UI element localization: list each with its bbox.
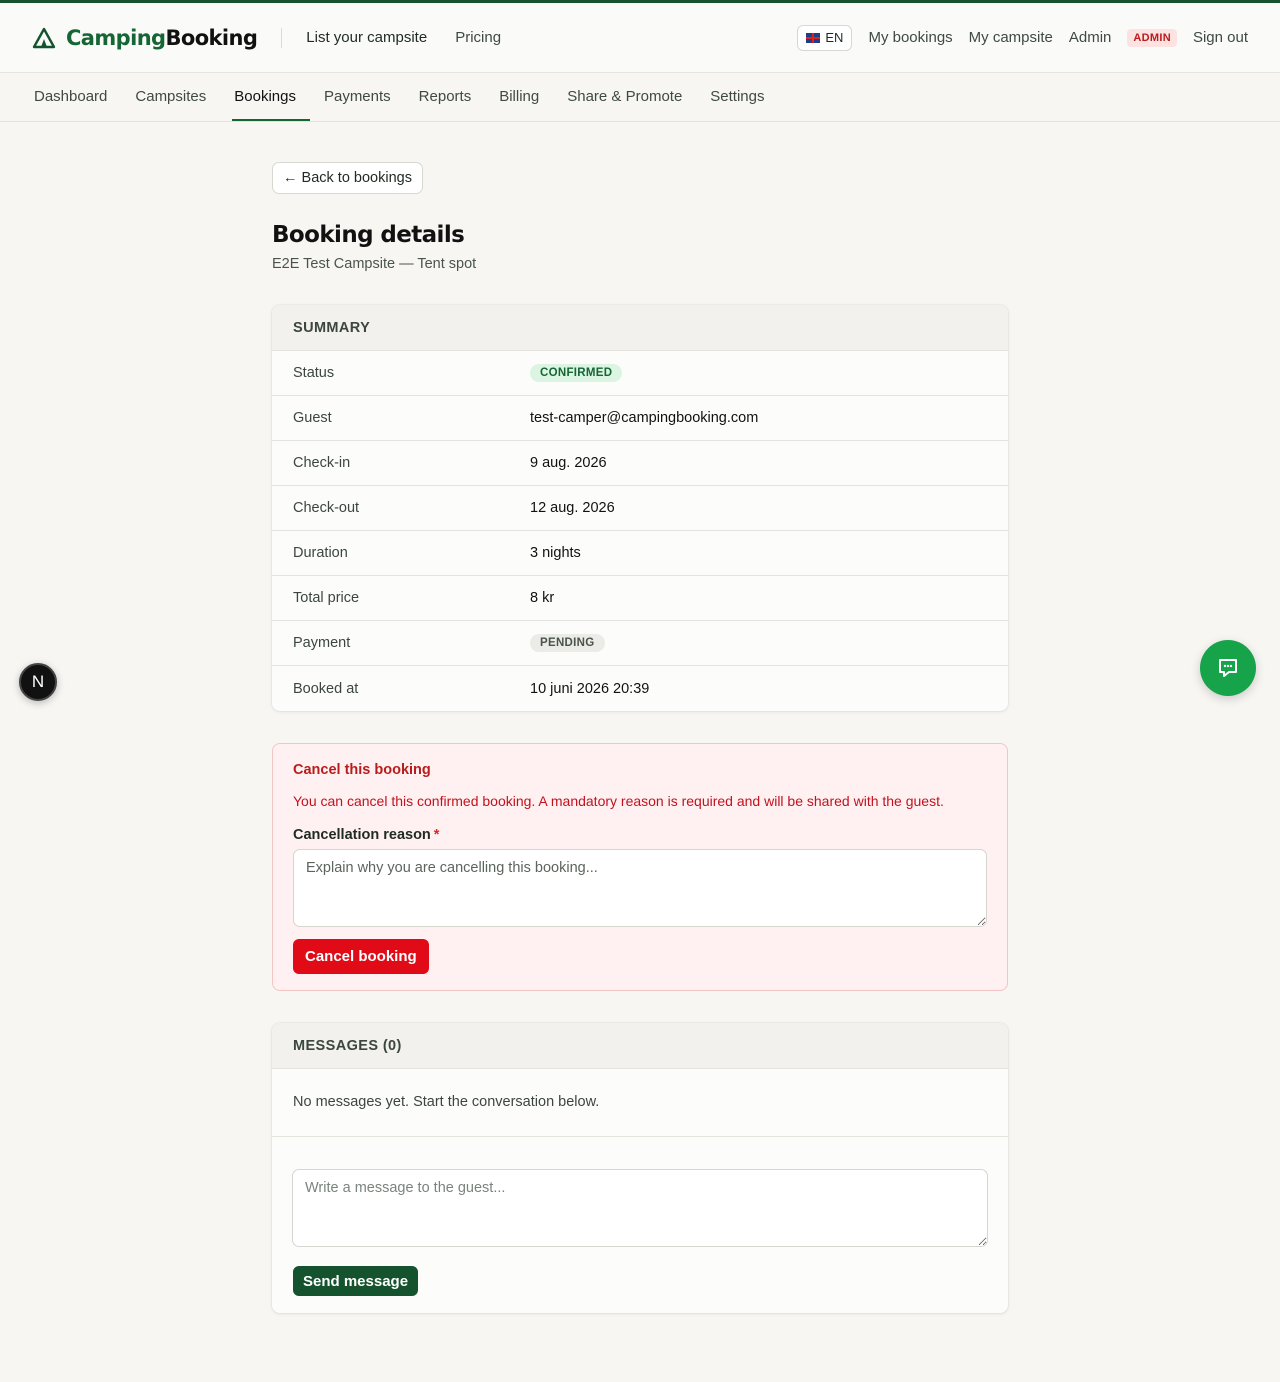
cancellation-reason-label: Cancellation reason * <box>293 827 440 843</box>
tab-bookings[interactable]: Bookings <box>232 73 310 121</box>
summary-row-checkin <box>272 441 1008 486</box>
main-content <box>272 162 1008 1313</box>
summary-row-guest <box>272 396 1008 441</box>
price-value: 8 kr <box>530 590 555 606</box>
summary-row-status <box>272 351 1008 396</box>
tab-payments[interactable]: Payments <box>323 87 391 105</box>
tab-dashboard[interactable]: Dashboard <box>34 87 108 105</box>
messages-empty-state: No messages yet. Start the conversation below. <box>272 1069 1008 1137</box>
logo-text: CampingBooking <box>66 25 258 50</box>
tab-settings[interactable]: Settings <box>710 87 765 105</box>
message-input[interactable] <box>292 1169 988 1247</box>
payment-label: Payment <box>293 635 351 651</box>
checkout-value: 12 aug. 2026 <box>530 500 615 516</box>
message-composer <box>272 1137 1008 1313</box>
admin-badge: ADMIN <box>1127 29 1177 47</box>
guest-value: test-camper@campingbooking.com <box>530 410 759 426</box>
language-label: EN <box>825 30 844 45</box>
tab-share-promote[interactable]: Share & Promote <box>567 87 683 105</box>
status-label: Status <box>293 365 335 381</box>
dev-tools-badge[interactable]: N <box>19 663 57 701</box>
payment-status-badge: PENDING <box>530 634 605 652</box>
summary-row-payment <box>272 621 1008 666</box>
status-badge: CONFIRMED <box>530 364 622 382</box>
cancellation-reason-input[interactable] <box>293 849 987 927</box>
checkin-value: 9 aug. 2026 <box>530 455 607 471</box>
cancel-booking-button[interactable]: Cancel booking <box>293 939 429 974</box>
tent-logo-icon <box>32 27 56 49</box>
summary-row-checkout <box>272 486 1008 531</box>
duration-value: 3 nights <box>530 545 581 561</box>
list-campsite-link[interactable]: List your campsite <box>306 29 428 46</box>
sub-navigation <box>0 73 1280 122</box>
uk-flag-icon <box>806 33 820 43</box>
summary-heading: SUMMARY <box>272 305 1008 351</box>
page-subtitle: E2E Test Campsite — Tent spot <box>272 256 477 272</box>
chat-button[interactable] <box>1200 640 1256 696</box>
send-message-button[interactable]: Send message <box>293 1266 418 1296</box>
cancel-description: You can cancel this confirmed booking. A mandatory reason is required and will be shared with the guest. <box>293 793 944 809</box>
booked-at-value: 10 juni 2026 20:39 <box>530 680 650 697</box>
price-label: Total price <box>293 590 360 606</box>
page-title: Booking details <box>272 222 465 248</box>
summary-card <box>272 305 1008 711</box>
messages-heading: MESSAGES (0) <box>272 1023 1008 1069</box>
cancel-booking-panel <box>272 743 1008 991</box>
checkin-label: Check-in <box>293 455 351 471</box>
tab-billing[interactable]: Billing <box>499 87 540 105</box>
summary-row-booked-at <box>272 666 1008 711</box>
logo[interactable] <box>32 26 257 50</box>
guest-label: Guest <box>293 410 332 426</box>
duration-label: Duration <box>293 545 348 561</box>
tab-campsites[interactable]: Campsites <box>135 87 207 105</box>
sign-out-link[interactable]: Sign out <box>1192 29 1248 46</box>
my-campsite-link[interactable]: My campsite <box>968 29 1053 46</box>
summary-row-duration <box>272 531 1008 576</box>
top-header <box>0 0 1280 73</box>
messages-card <box>272 1023 1008 1313</box>
admin-link[interactable]: Admin <box>1068 29 1112 46</box>
booked-at-label: Booked at <box>293 680 359 697</box>
chat-icon <box>1216 656 1240 680</box>
back-to-bookings-button[interactable]: ← Back to bookings <box>272 162 423 194</box>
header-divider <box>281 28 282 48</box>
my-bookings-link[interactable]: My bookings <box>868 29 953 46</box>
tab-reports[interactable]: Reports <box>418 87 472 105</box>
checkout-label: Check-out <box>293 500 360 516</box>
required-mark: * <box>433 827 440 843</box>
language-selector[interactable] <box>797 25 852 51</box>
cancel-title: Cancel this booking <box>293 762 431 778</box>
pricing-link[interactable]: Pricing <box>455 29 502 46</box>
summary-row-price <box>272 576 1008 621</box>
